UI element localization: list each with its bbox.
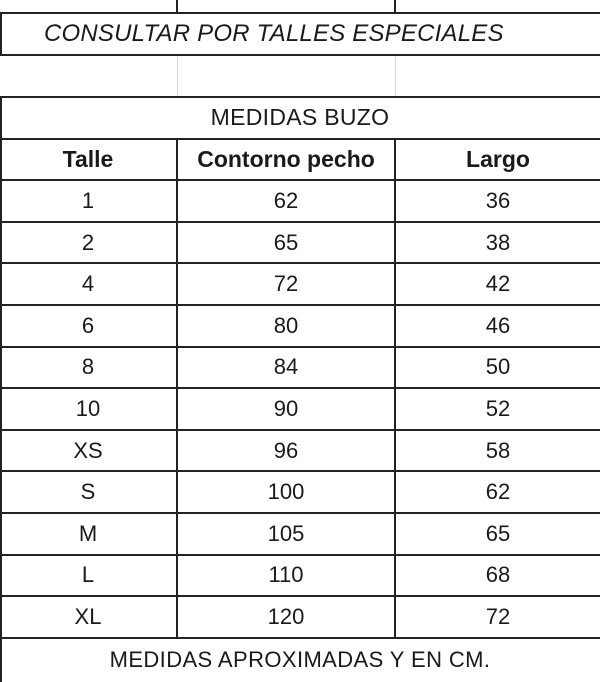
cell-contorno-pecho: 120 <box>178 597 396 637</box>
cell-largo: 72 <box>485 603 511 629</box>
size-table <box>0 96 600 639</box>
table-row <box>0 306 600 348</box>
cell-talle: XL <box>0 597 178 637</box>
cell-largo: 38 <box>485 229 511 255</box>
empty-cell <box>396 56 600 96</box>
footer-row <box>0 637 600 682</box>
cell-largo: 62 <box>485 479 511 505</box>
cell-talle: L <box>0 556 178 596</box>
cell-contorno-pecho: 62 <box>178 181 396 221</box>
header-contorno-pecho: Contorno pecho <box>178 140 396 180</box>
cell-contorno-pecho: 100 <box>178 472 396 512</box>
special-sizes-note: CONSULTAR POR TALLES ESPECIALES <box>44 20 504 47</box>
table-row <box>0 556 600 598</box>
cell-contorno-pecho: 80 <box>178 306 396 346</box>
table-row <box>0 389 600 431</box>
cell-contorno-pecho: 65 <box>178 223 396 263</box>
top-strip-cell <box>178 0 396 12</box>
footer-note: MEDIDAS APROXIMADAS Y EN CM. <box>109 646 491 672</box>
cell-talle: XS <box>0 431 178 471</box>
cell-contorno-pecho: 84 <box>178 348 396 388</box>
top-strip-cell <box>396 0 600 12</box>
empty-row <box>0 56 600 96</box>
cell-contorno-pecho: 90 <box>178 389 396 429</box>
table-row <box>0 431 600 473</box>
cell-talle: 6 <box>0 306 178 346</box>
cell-talle: S <box>0 472 178 512</box>
left-border <box>0 12 2 56</box>
header-talle: Talle <box>0 140 178 180</box>
cell-largo: 50 <box>485 354 511 380</box>
table-body <box>0 181 600 639</box>
cell-largo: 52 <box>485 395 511 421</box>
table-row <box>0 597 600 639</box>
cell-contorno-pecho: 110 <box>178 556 396 596</box>
cell-talle: 8 <box>0 348 178 388</box>
cell-contorno-pecho: 72 <box>178 264 396 304</box>
cell-contorno-pecho: 96 <box>178 431 396 471</box>
cell-largo: 36 <box>485 187 511 213</box>
cell-talle: M <box>0 514 178 554</box>
table-row <box>0 348 600 390</box>
empty-cell <box>178 56 396 96</box>
cell-talle: 2 <box>0 223 178 263</box>
table-title-row <box>0 98 600 140</box>
table-header-row <box>0 140 600 182</box>
empty-cell <box>0 56 178 96</box>
top-strip-cell <box>0 0 178 12</box>
table-row <box>0 264 600 306</box>
cell-talle: 4 <box>0 264 178 304</box>
top-strip <box>0 0 600 12</box>
left-border <box>0 96 2 682</box>
table-row <box>0 472 600 514</box>
table-row <box>0 223 600 265</box>
table-row <box>0 181 600 223</box>
cell-largo: 42 <box>485 271 511 297</box>
header-largo: Largo <box>466 145 530 172</box>
special-sizes-note-row <box>0 12 600 56</box>
cell-talle: 1 <box>0 181 178 221</box>
table-row <box>0 514 600 556</box>
cell-largo: 68 <box>485 562 511 588</box>
table-title: MEDIDAS BUZO <box>210 104 390 131</box>
cell-largo: 46 <box>485 312 511 338</box>
cell-talle: 10 <box>0 389 178 429</box>
cell-largo: 58 <box>485 437 511 463</box>
cell-largo: 65 <box>485 520 511 546</box>
cell-contorno-pecho: 105 <box>178 514 396 554</box>
